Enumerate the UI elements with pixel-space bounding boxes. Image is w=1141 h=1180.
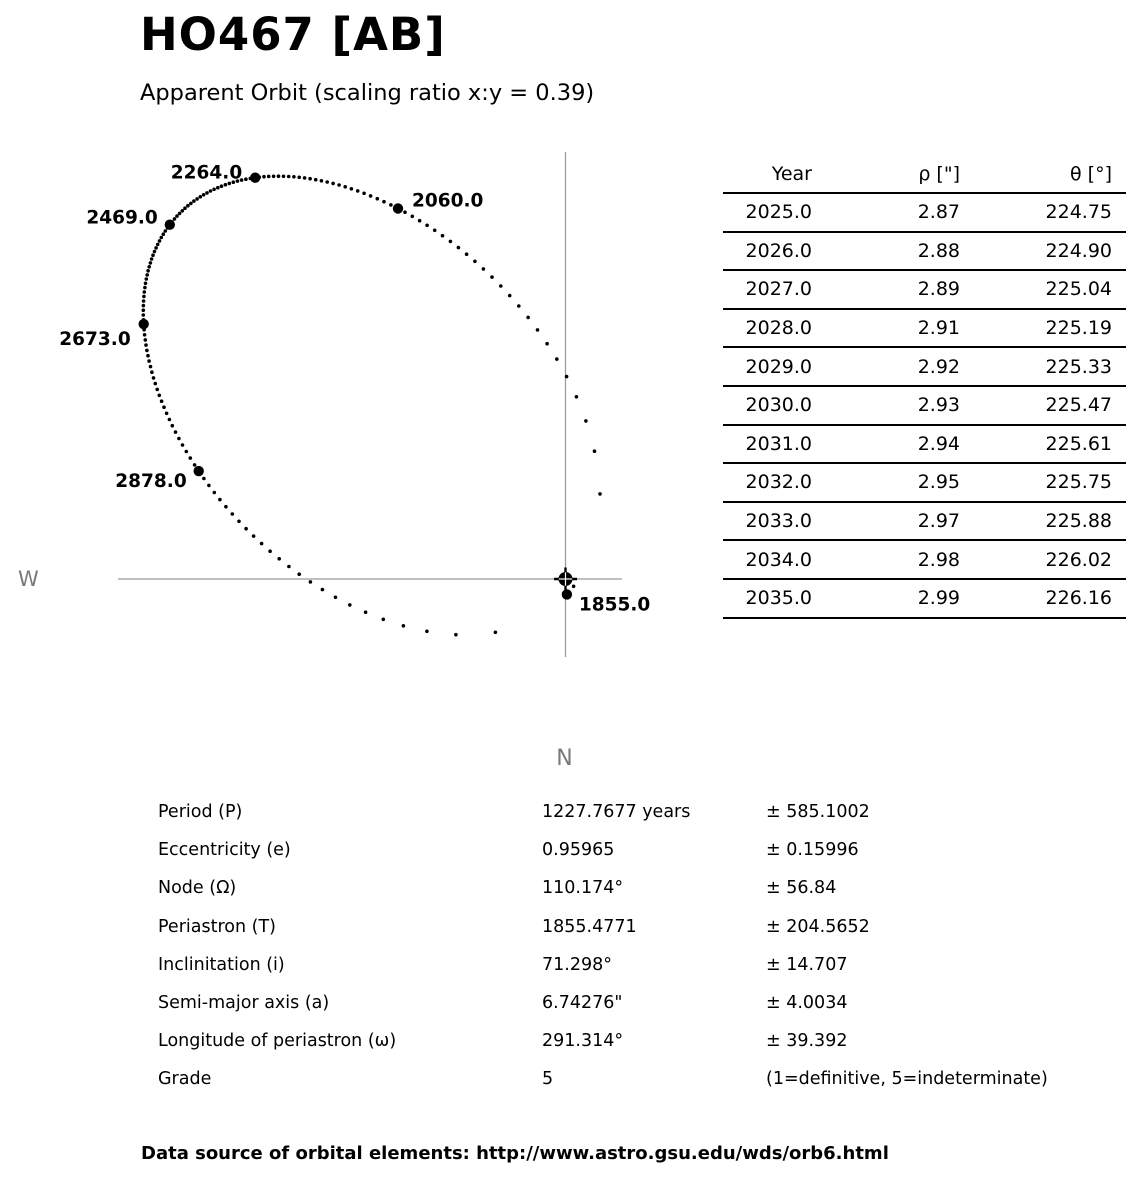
- table-cell: 2031.0: [723, 425, 812, 464]
- table-row: [723, 193, 1126, 232]
- orbit-trace-dot: [457, 246, 461, 250]
- orbit-trace-dot: [252, 534, 256, 538]
- orbit-trace-dot: [183, 206, 187, 210]
- table-cell: 2.95: [812, 463, 960, 502]
- orbit-trace-dot: [267, 175, 271, 179]
- orbit-trace-dot: [331, 182, 335, 186]
- element-row: [158, 984, 1088, 1022]
- table-cell: 2.94: [812, 425, 960, 464]
- table-row: [723, 309, 1126, 348]
- epoch-label: 2060.0: [412, 190, 484, 212]
- element-error: ± 0.15996: [766, 840, 859, 861]
- epoch-label: 1855.0: [578, 594, 651, 616]
- orbit-trace-dot: [282, 175, 286, 179]
- orbit-trace-dot: [220, 184, 224, 188]
- orbit-trace-dot: [150, 257, 154, 261]
- orbit-trace-dot: [146, 269, 150, 273]
- table-cell: 225.33: [960, 347, 1126, 386]
- ephemeris-body: [723, 193, 1126, 618]
- orbit-trace-dot: [147, 265, 151, 269]
- orbit-trace-dot: [162, 232, 166, 236]
- orbit-trace-dot: [193, 463, 197, 467]
- table-cell: 2.92: [812, 347, 960, 386]
- orbit-trace-dot: [209, 189, 213, 193]
- orbit-trace-dot: [356, 189, 360, 193]
- table-cell: 2.97: [812, 502, 960, 541]
- north-axis-label: N: [556, 746, 573, 771]
- epoch-dot: [165, 220, 175, 230]
- orbit-trace-dot: [454, 633, 458, 637]
- orbit-trace-dot: [218, 498, 222, 502]
- table-cell: 2.87: [812, 193, 960, 232]
- orbit-trace-dot: [151, 253, 155, 257]
- element-value: 1855.4771: [542, 916, 637, 937]
- table-cell: 225.88: [960, 502, 1126, 541]
- table-row: [723, 463, 1126, 502]
- table-cell: 225.04: [960, 270, 1126, 309]
- orbit-trace-dot: [162, 405, 166, 409]
- orbit-plot: [0, 130, 700, 790]
- orbit-trace-dot: [494, 631, 498, 635]
- orbit-trace-dot: [277, 174, 281, 178]
- orbit-trace-dot: [545, 342, 549, 346]
- table-cell: 2028.0: [723, 309, 812, 348]
- orbit-trace-dot: [144, 343, 148, 347]
- orbit-trace-dot: [297, 176, 301, 180]
- orbit-trace-dot: [449, 240, 453, 244]
- table-row: [723, 425, 1126, 464]
- orbit-trace-dot: [237, 520, 241, 524]
- orbit-trace-dot: [441, 234, 445, 238]
- element-label: Period (P): [158, 802, 243, 823]
- table-cell: 226.02: [960, 540, 1126, 579]
- orbit-trace-dot: [158, 394, 162, 398]
- orbit-trace-dot: [260, 542, 264, 546]
- element-label: Eccentricity (e): [158, 840, 291, 861]
- element-error: ± 4.0034: [766, 993, 848, 1014]
- epoch-label: 2673.0: [59, 329, 131, 351]
- orbit-trace-dot: [572, 585, 576, 589]
- table-cell: 2033.0: [723, 502, 812, 541]
- orbit-trace-dot: [303, 176, 307, 180]
- orbit-trace-dot: [143, 290, 147, 294]
- orbit-trace-dot: [213, 491, 217, 495]
- orbit-trace-dot: [165, 412, 169, 416]
- orbit-trace-dot: [171, 424, 175, 428]
- orbit-trace-dot: [164, 229, 168, 233]
- orbit-trace-dot: [207, 484, 211, 488]
- element-label: Longitude of periastron (ω): [158, 1031, 397, 1052]
- orbit-trace-dot: [309, 580, 313, 584]
- orbit-trace-dot: [517, 304, 521, 308]
- orbit-trace-dot: [231, 512, 235, 516]
- element-error: ± 14.707: [766, 954, 848, 975]
- orbit-trace-dot: [147, 359, 151, 363]
- orbit-trace-dot: [292, 175, 296, 179]
- element-row: [158, 831, 1088, 869]
- table-cell: 2027.0: [723, 270, 812, 309]
- orbit-trace-dot: [142, 304, 146, 308]
- orbit-trace-dot: [181, 209, 185, 213]
- orbit-trace-dot: [145, 277, 149, 281]
- orbit-trace-dot: [142, 313, 146, 317]
- table-row: [723, 347, 1126, 386]
- orbit-trace-dot: [150, 370, 154, 374]
- orbit-trace-dot: [321, 588, 325, 592]
- element-error: ± 56.84: [766, 878, 837, 899]
- element-row: [158, 1060, 1088, 1098]
- table-cell: 224.90: [960, 232, 1126, 271]
- orbit-trace-dot: [262, 175, 266, 179]
- orbit-trace-dot: [314, 178, 318, 182]
- orbit-trace-dot: [287, 175, 291, 179]
- orbit-trace-dot: [144, 338, 148, 342]
- orbit-trace-dot: [160, 236, 164, 240]
- orbit-trace-dot: [584, 419, 588, 423]
- orbit-trace-dot: [195, 197, 199, 201]
- orbit-trace-dot: [175, 214, 179, 218]
- orbit-trace-dot: [145, 349, 149, 353]
- element-value: 291.314°: [542, 1031, 624, 1052]
- orbit-trace-dot: [142, 308, 146, 312]
- table-row: [723, 386, 1126, 425]
- table-cell: 2034.0: [723, 540, 812, 579]
- table-row: [723, 502, 1126, 541]
- orbit-trace-dot: [593, 449, 597, 453]
- orbit-trace-dot: [376, 197, 380, 201]
- element-error: ± 585.1002: [766, 802, 870, 823]
- orbit-trace-dot: [297, 572, 301, 576]
- element-error: (1=definitive, 5=indeterminate): [766, 1069, 1048, 1090]
- orbit-trace-dot: [362, 192, 366, 196]
- element-value: 110.174°: [542, 878, 624, 899]
- orbit-trace-dot: [325, 180, 329, 184]
- orbit-trace-dot: [389, 203, 393, 207]
- element-label: Periastron (T): [158, 916, 276, 937]
- ephemeris-col-header: Year: [723, 155, 812, 193]
- orbit-trace-dot: [142, 295, 146, 299]
- orbit-trace-dot: [189, 202, 193, 206]
- orbit-trace-dot: [212, 188, 216, 192]
- epoch-dot: [194, 466, 204, 476]
- orbit-trace-dot: [277, 557, 281, 561]
- orbit-trace-dot: [174, 430, 178, 434]
- orbit-trace-dot: [160, 399, 164, 403]
- orbit-trace-dot: [287, 565, 291, 569]
- orbit-trace-dot: [526, 316, 530, 320]
- orbit-trace-dot: [143, 286, 147, 290]
- orbit-trace-dot: [154, 382, 158, 386]
- table-cell: 226.16: [960, 579, 1126, 618]
- orbit-trace-dot: [536, 328, 540, 332]
- orbit-trace-dot: [411, 215, 415, 219]
- table-cell: 225.61: [960, 425, 1126, 464]
- page-subtitle: Apparent Orbit (scaling ratio x:y = 0.39): [140, 80, 595, 106]
- orbit-trace-dot: [152, 376, 156, 380]
- orbit-trace-dot: [320, 179, 324, 183]
- orbit-trace-dot: [156, 243, 160, 247]
- element-value: 6.74276": [542, 993, 623, 1014]
- orbit-trace-dot: [482, 267, 486, 271]
- table-row: [723, 540, 1126, 579]
- orbit-trace-dot: [364, 610, 368, 614]
- ephemeris-col-header: ρ ["]: [812, 155, 960, 193]
- orbit-trace-dot: [490, 275, 494, 279]
- orbit-trace-dot: [418, 219, 422, 223]
- orbit-trace-dot: [146, 354, 150, 358]
- orbit-trace-dot: [473, 260, 477, 264]
- orbit-trace-dot: [382, 618, 386, 622]
- orbit-trace-dot: [308, 177, 312, 181]
- table-cell: 2030.0: [723, 386, 812, 425]
- orbit-trace-dot: [168, 418, 172, 422]
- orbit-trace-dot: [177, 437, 181, 441]
- table-cell: 225.75: [960, 463, 1126, 502]
- orbit-trace-dot: [350, 187, 354, 191]
- orbit-trace-dot: [143, 333, 147, 337]
- orbital-elements-list: [158, 793, 1088, 1099]
- data-source-note: Data source of orbital elements: http://www.astro.gsu.edu/wds/orb6.html: [141, 1143, 889, 1164]
- orbit-trace-dot: [337, 183, 341, 187]
- orbit-trace-dot: [348, 603, 352, 607]
- element-value: 5: [542, 1069, 554, 1090]
- west-axis-label: W: [18, 567, 39, 591]
- orbit-trace-dot: [178, 212, 182, 216]
- table-cell: 225.19: [960, 309, 1126, 348]
- orbit-trace-dot: [158, 239, 162, 243]
- table-cell: 2.91: [812, 309, 960, 348]
- table-cell: 2026.0: [723, 232, 812, 271]
- orbit-trace-dot: [149, 365, 153, 369]
- table-cell: 2032.0: [723, 463, 812, 502]
- orbit-trace-dot: [465, 252, 469, 256]
- table-row: [723, 579, 1126, 618]
- orbit-trace-dot: [508, 294, 512, 298]
- orbit-trace-dot: [382, 200, 386, 204]
- orbit-trace-dot: [268, 549, 272, 553]
- orbit-trace-dot: [425, 630, 429, 634]
- element-value: 1227.7677 years: [542, 802, 691, 823]
- ephemeris-header-row: [723, 155, 1126, 193]
- orbit-trace-dot: [149, 261, 153, 265]
- element-row: [158, 908, 1088, 946]
- orbit-trace-dot: [402, 624, 406, 628]
- orbit-trace-dot: [433, 229, 437, 233]
- table-cell: 2.93: [812, 386, 960, 425]
- element-error: ± 204.5652: [766, 916, 870, 937]
- orbit-trace-dot: [192, 199, 196, 203]
- element-label: Inclinitation (i): [158, 954, 285, 975]
- element-row: [158, 946, 1088, 984]
- page-title: HO467 [AB]: [140, 8, 446, 61]
- ephemeris-col-header: θ [°]: [960, 155, 1126, 193]
- orbit-trace-dot: [173, 217, 177, 221]
- epoch-dot: [139, 319, 149, 329]
- orbit-trace-dot: [343, 185, 347, 189]
- ephemeris-table: [723, 155, 1126, 619]
- table-cell: 2.88: [812, 232, 960, 271]
- table-cell: 224.75: [960, 193, 1126, 232]
- epoch-label: 2878.0: [115, 471, 187, 493]
- orbit-trace-dot: [144, 282, 148, 286]
- table-cell: 2.89: [812, 270, 960, 309]
- orbit-trace-dot: [575, 395, 579, 399]
- element-error: ± 39.392: [766, 1031, 848, 1052]
- orbit-trace-dot: [403, 210, 407, 214]
- orbit-trace-dot: [425, 224, 429, 228]
- orbit-trace-dot: [199, 195, 203, 199]
- orbit-trace-dot: [202, 477, 206, 481]
- orbit-trace-dot: [202, 193, 206, 197]
- epoch-dot: [393, 203, 403, 213]
- orbit-trace-dot: [153, 250, 157, 254]
- element-row: [158, 869, 1088, 907]
- orbit-trace-dot: [189, 456, 193, 460]
- epoch-label: 2264.0: [170, 162, 243, 184]
- element-row: [158, 1022, 1088, 1060]
- orbit-trace-dot: [598, 492, 602, 496]
- orbit-trace-dot: [272, 175, 276, 179]
- orbit-trace-dot: [154, 246, 158, 250]
- element-label: Grade: [158, 1069, 212, 1090]
- table-row: [723, 270, 1126, 309]
- orbit-trace-dot: [205, 191, 209, 195]
- table-cell: 2025.0: [723, 193, 812, 232]
- orbit-trace-dot: [185, 450, 189, 454]
- orbit-trace-dot: [224, 505, 228, 509]
- table-cell: 225.47: [960, 386, 1126, 425]
- orbit-trace-dot: [369, 194, 373, 198]
- element-value: 71.298°: [542, 954, 612, 975]
- orbit-trace-dot: [186, 204, 190, 208]
- element-label: Node (Ω): [158, 878, 237, 899]
- orbit-trace-dot: [555, 357, 559, 361]
- orbit-trace-dot: [145, 273, 149, 277]
- orbit-trace-dot: [142, 299, 146, 303]
- orbit-trace-dot: [244, 527, 248, 531]
- table-row: [723, 232, 1126, 271]
- orbit-trace-dot: [155, 388, 159, 392]
- epoch-dot: [250, 173, 260, 183]
- epoch-label: 2469.0: [86, 207, 158, 229]
- table-cell: 2035.0: [723, 579, 812, 618]
- element-row: [158, 793, 1088, 831]
- orbit-trace-dot: [499, 284, 503, 288]
- table-cell: 2029.0: [723, 347, 812, 386]
- orbit-trace-dot: [181, 443, 185, 447]
- epoch-dot: [562, 589, 572, 599]
- orbit-trace-dot: [565, 375, 569, 379]
- orbit-trace-dot: [216, 186, 220, 190]
- element-label: Semi-major axis (a): [158, 993, 330, 1014]
- element-value: 0.95965: [542, 840, 615, 861]
- orbit-trace-dot: [334, 596, 338, 600]
- table-cell: 2.99: [812, 579, 960, 618]
- table-cell: 2.98: [812, 540, 960, 579]
- orbit-trace-dot: [244, 177, 248, 181]
